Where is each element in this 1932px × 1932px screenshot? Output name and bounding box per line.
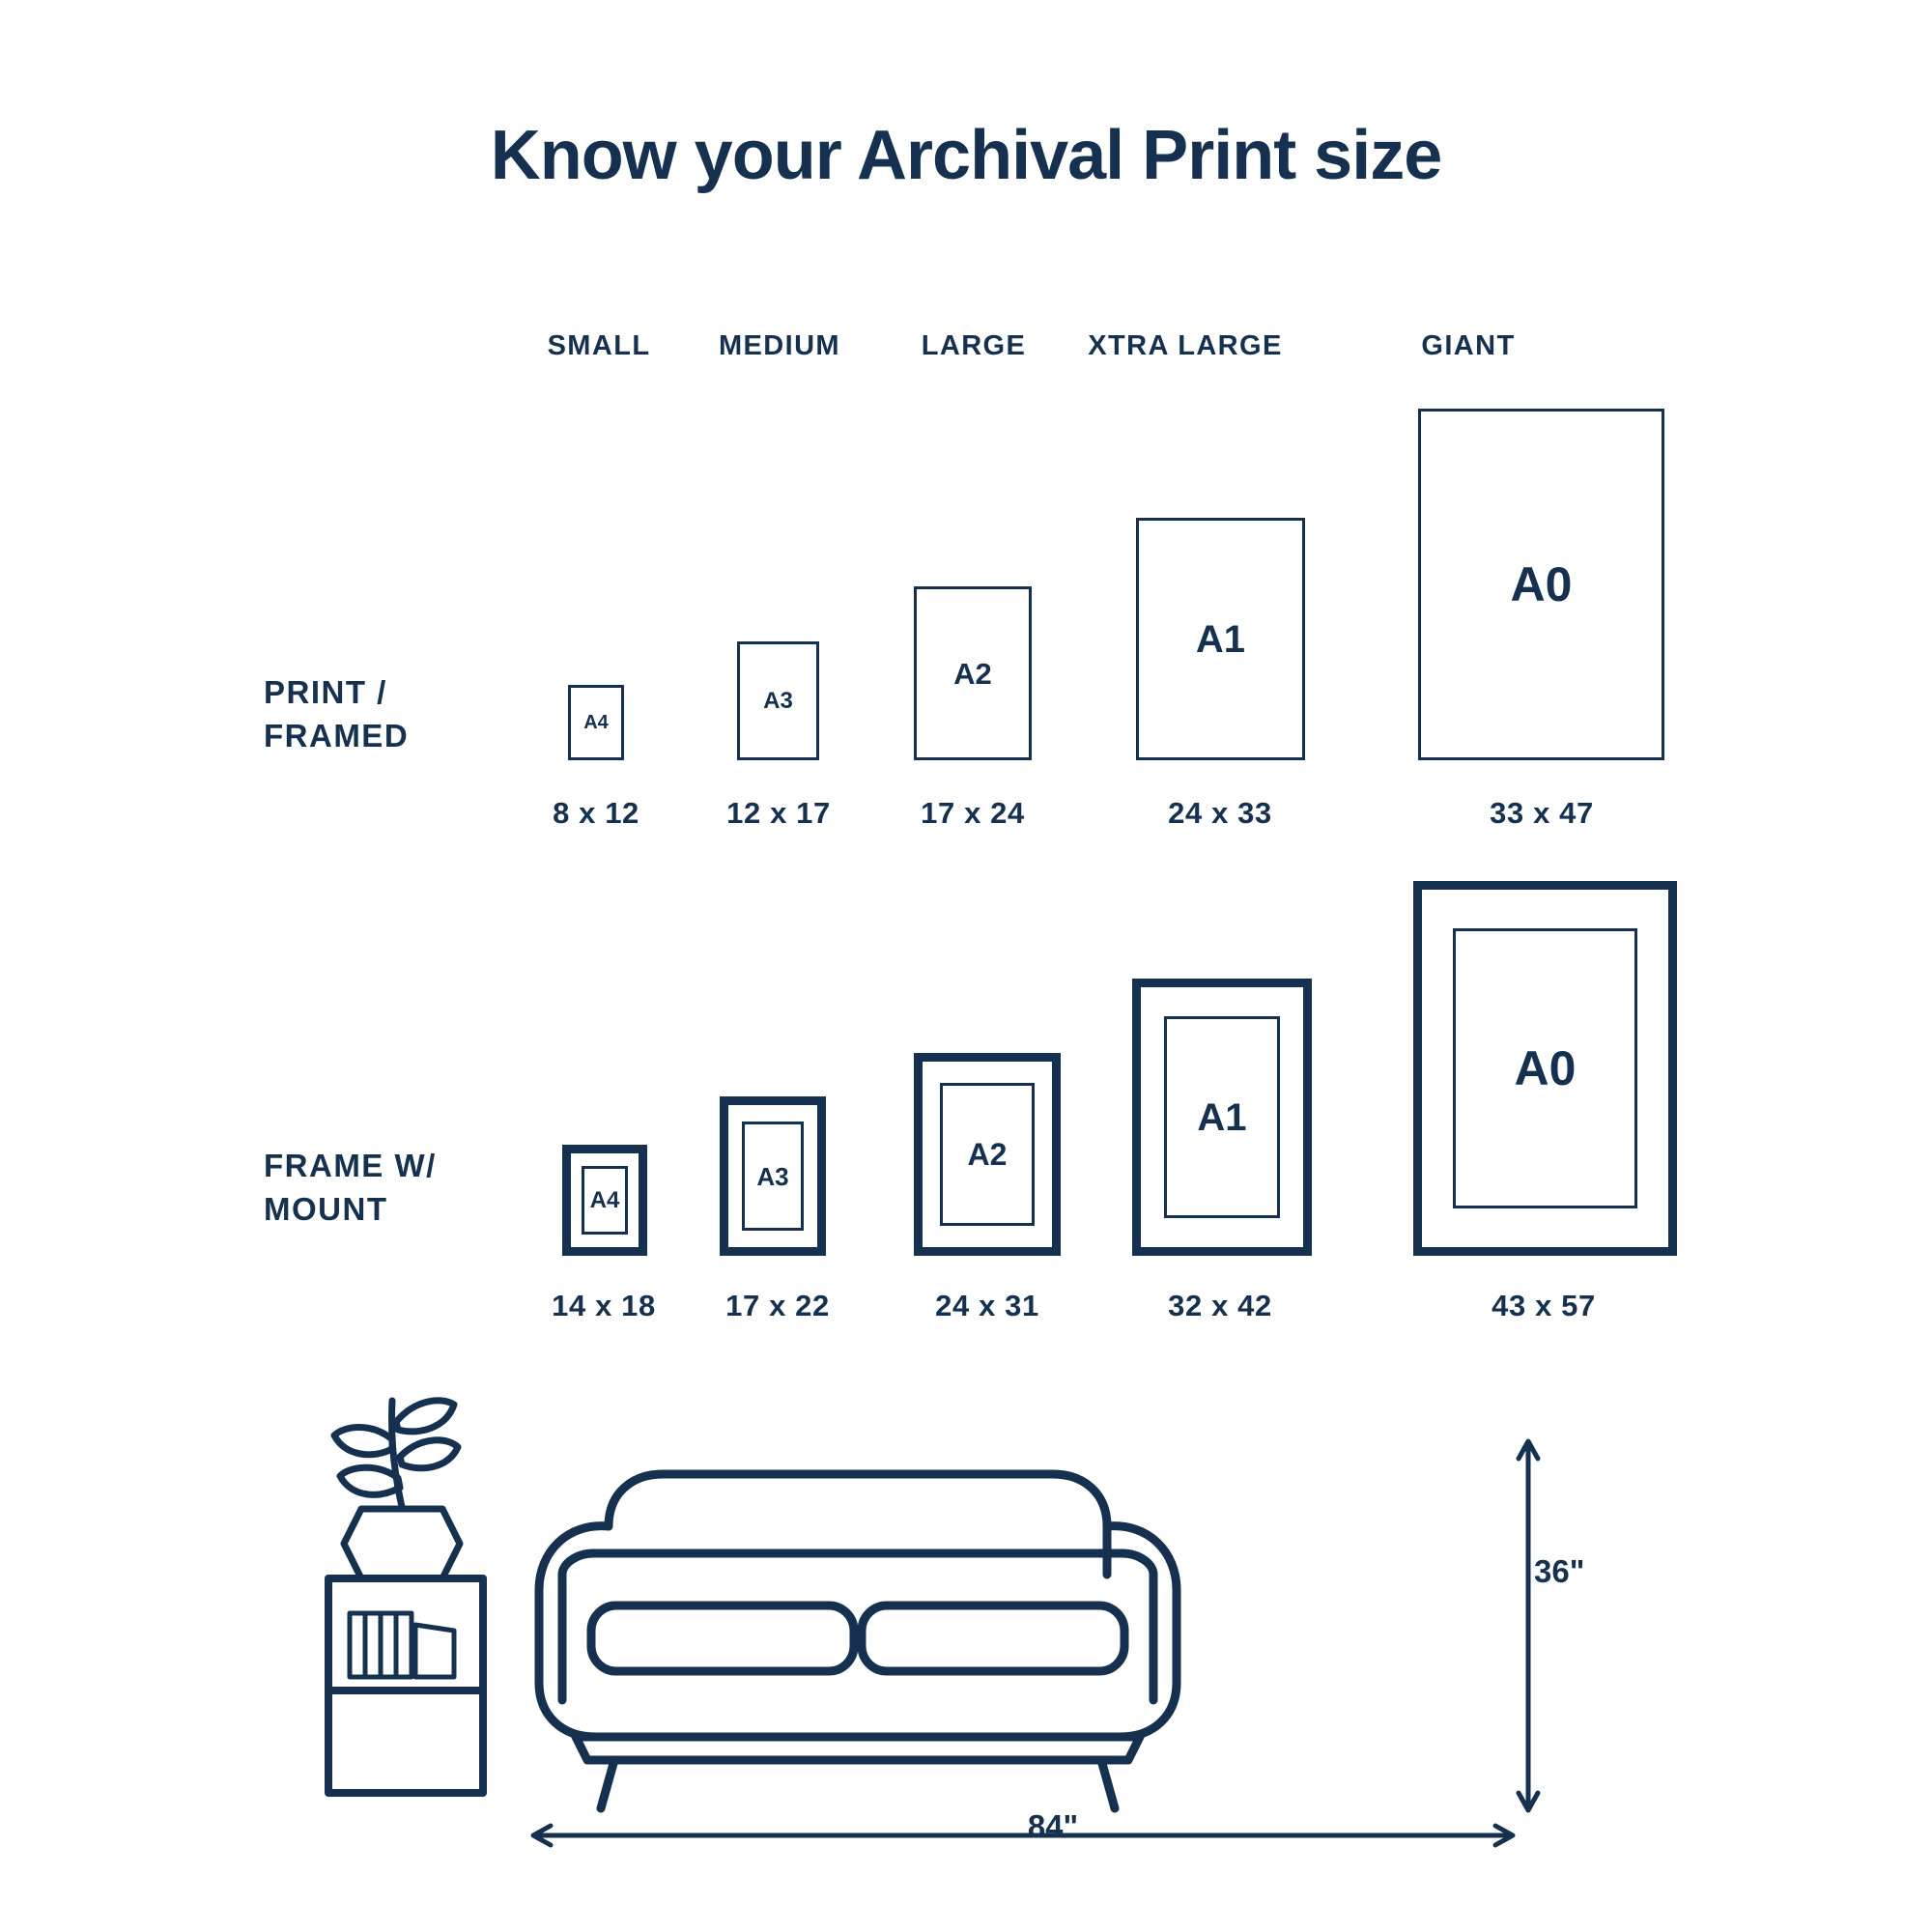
print-frame-a0-dimensions: 33 x 47 [1490, 796, 1594, 830]
column-header-giant: GIANT [1421, 330, 1516, 361]
mount-frame-a1-dimensions: 32 x 42 [1168, 1289, 1272, 1322]
print-frame-a4 [568, 685, 624, 760]
print-frame-a3 [737, 641, 819, 760]
mount-frame-a1 [1132, 979, 1312, 1256]
mount-frame-a3-label: A3 [756, 1161, 789, 1191]
row-label-print-framed [264, 671, 409, 757]
print-frame-a1-dimensions: 24 x 33 [1168, 796, 1272, 830]
print-frame-a2-dimensions: 17 x 24 [921, 796, 1025, 830]
print-frame-a3-dimensions: 12 x 17 [726, 796, 831, 830]
print-frame-a0 [1418, 409, 1664, 760]
print-frame-a4-label: A4 [583, 712, 609, 733]
row-label-frame-with-mount-line1: FRAME W/ [264, 1148, 437, 1183]
print-frame-a2-label: A2 [953, 656, 992, 691]
print-frame-a3-label: A3 [763, 687, 793, 714]
mount-frame-a3-dimensions: 17 x 22 [725, 1289, 830, 1322]
print-frame-a1 [1136, 518, 1305, 760]
column-header-small: SMALL [547, 330, 651, 361]
height-dimension-arrow [1519, 1441, 1538, 1810]
page-title: Know your Archival Print size [490, 117, 1442, 194]
mount-frame-a3-mat [742, 1122, 804, 1231]
mount-frame-a4-mat [582, 1166, 628, 1235]
mount-frame-a4-dimensions: 14 x 18 [552, 1289, 656, 1322]
sofa-height-label: 36" [1534, 1553, 1585, 1589]
room-scene [319, 1381, 1575, 1855]
mount-frame-a2-mat [940, 1083, 1035, 1226]
sofa-width-label: 84" [1027, 1808, 1079, 1844]
books-icon [350, 1613, 454, 1677]
mount-frame-a4 [562, 1145, 647, 1256]
sofa-icon [539, 1474, 1177, 1808]
row-label-frame-with-mount [264, 1145, 437, 1231]
row-label-frame-with-mount-line2: MOUNT [264, 1190, 388, 1227]
mount-frame-a2 [914, 1053, 1061, 1256]
column-header-medium: MEDIUM [718, 330, 841, 361]
print-frame-a0-label: A0 [1510, 557, 1573, 611]
mount-frame-a0 [1413, 881, 1677, 1256]
row-label-print-framed-line2: FRAMED [264, 717, 410, 753]
mount-frame-a0-mat [1453, 928, 1637, 1208]
room-scene-illustration [319, 1381, 1575, 1855]
print-frame-a4-dimensions: 8 x 12 [553, 796, 639, 830]
side-table-icon [328, 1578, 483, 1793]
mount-frame-a0-label: A0 [1514, 1041, 1577, 1095]
mount-frame-a4-label: A4 [589, 1186, 620, 1213]
column-header-large: LARGE [921, 330, 1027, 361]
mount-frame-a3 [720, 1096, 826, 1256]
mount-frame-a1-mat [1164, 1016, 1280, 1218]
column-header-row [502, 330, 1623, 369]
column-header-xtra-large: XTRA LARGE [1088, 330, 1283, 361]
mount-frame-a2-label: A2 [967, 1137, 1008, 1172]
width-dimension-arrow [533, 1826, 1513, 1845]
print-frame-a1-label: A1 [1195, 617, 1246, 661]
print-frame-a2 [914, 586, 1032, 760]
row-label-print-framed-line1: PRINT / [264, 674, 387, 710]
mount-frame-a2-dimensions: 24 x 31 [935, 1289, 1039, 1322]
mount-frame-a1-label: A1 [1197, 1095, 1247, 1139]
plant-icon [334, 1401, 460, 1578]
mount-frame-a0-dimensions: 43 x 57 [1492, 1289, 1596, 1322]
